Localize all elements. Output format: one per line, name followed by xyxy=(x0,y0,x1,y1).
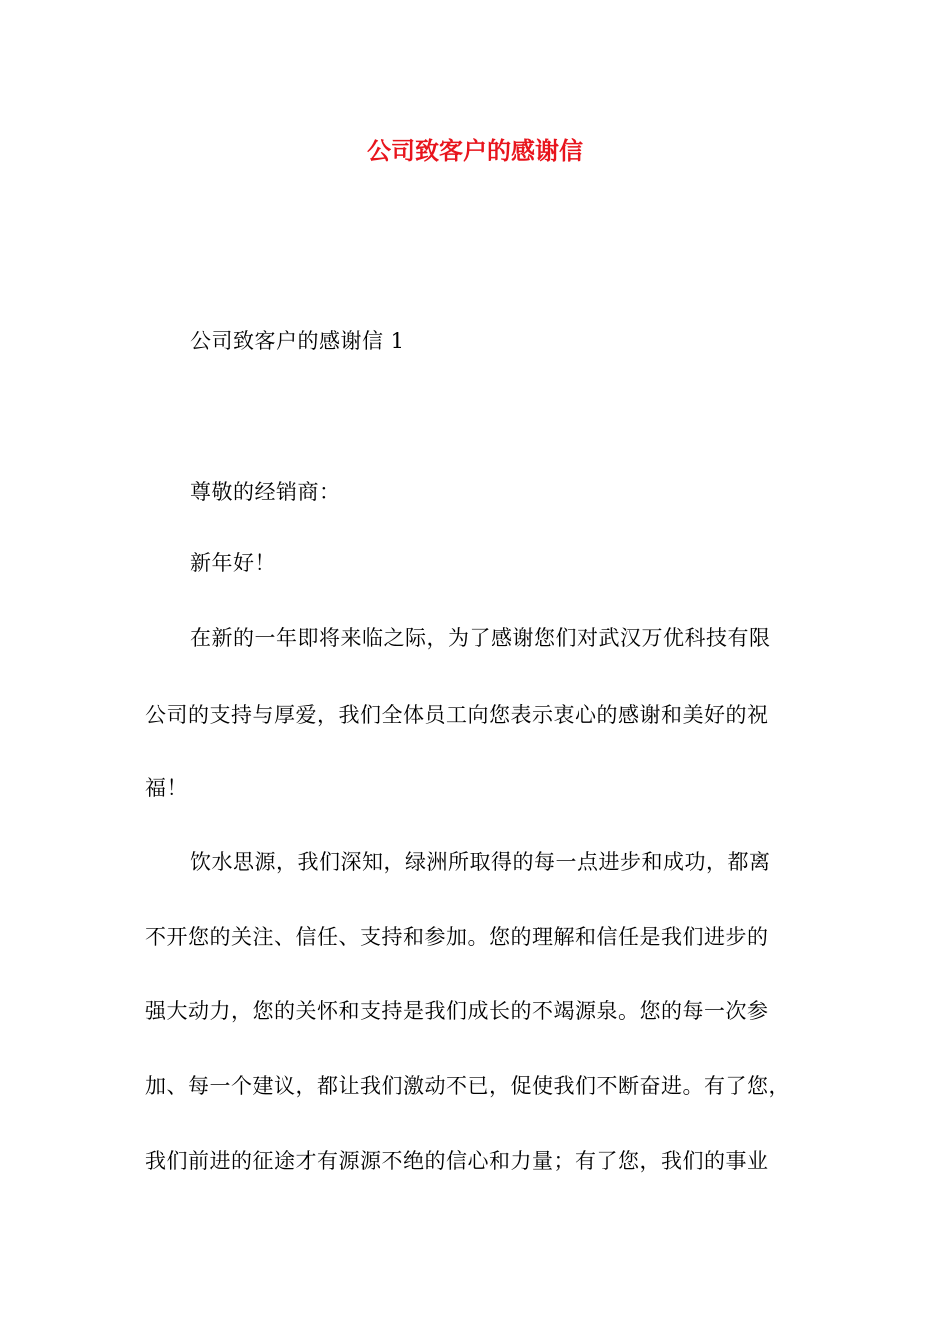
paragraph-2-line-2: 不开您的关注、信任、支持和参加。您的理解和信任是我们进步的 xyxy=(145,925,769,949)
paragraph-2-line-5: 我们前进的征途才有源源不绝的信心和力量；有了您，我们的事业 xyxy=(145,1149,769,1173)
paragraph-1-line-1: 在新的一年即将来临之际，为了感谢您们对武汉万优科技有限 xyxy=(190,626,771,650)
paragraph-1-line-2: 公司的支持与厚爱，我们全体员工向您表示衷心的感谢和美好的祝 xyxy=(145,703,769,727)
document-title: 公司致客户的感谢信 xyxy=(367,137,583,165)
salutation: 尊敬的经销商： xyxy=(190,480,341,504)
paragraph-2-line-1: 饮水思源，我们深知，绿洲所取得的每一点进步和成功，都离 xyxy=(190,850,771,874)
paragraph-1-line-3: 福！ xyxy=(145,776,188,800)
letter-subtitle: 公司致客户的感谢信 1 xyxy=(190,329,405,353)
paragraph-2-line-3: 强大动力，您的关怀和支持是我们成长的不竭源泉。您的每一次参 xyxy=(145,999,769,1023)
paragraph-2-line-4: 加、每一个建议，都让我们激动不已，促使我们不断奋进。有了您， xyxy=(145,1074,790,1098)
greeting: 新年好！ xyxy=(190,551,276,575)
